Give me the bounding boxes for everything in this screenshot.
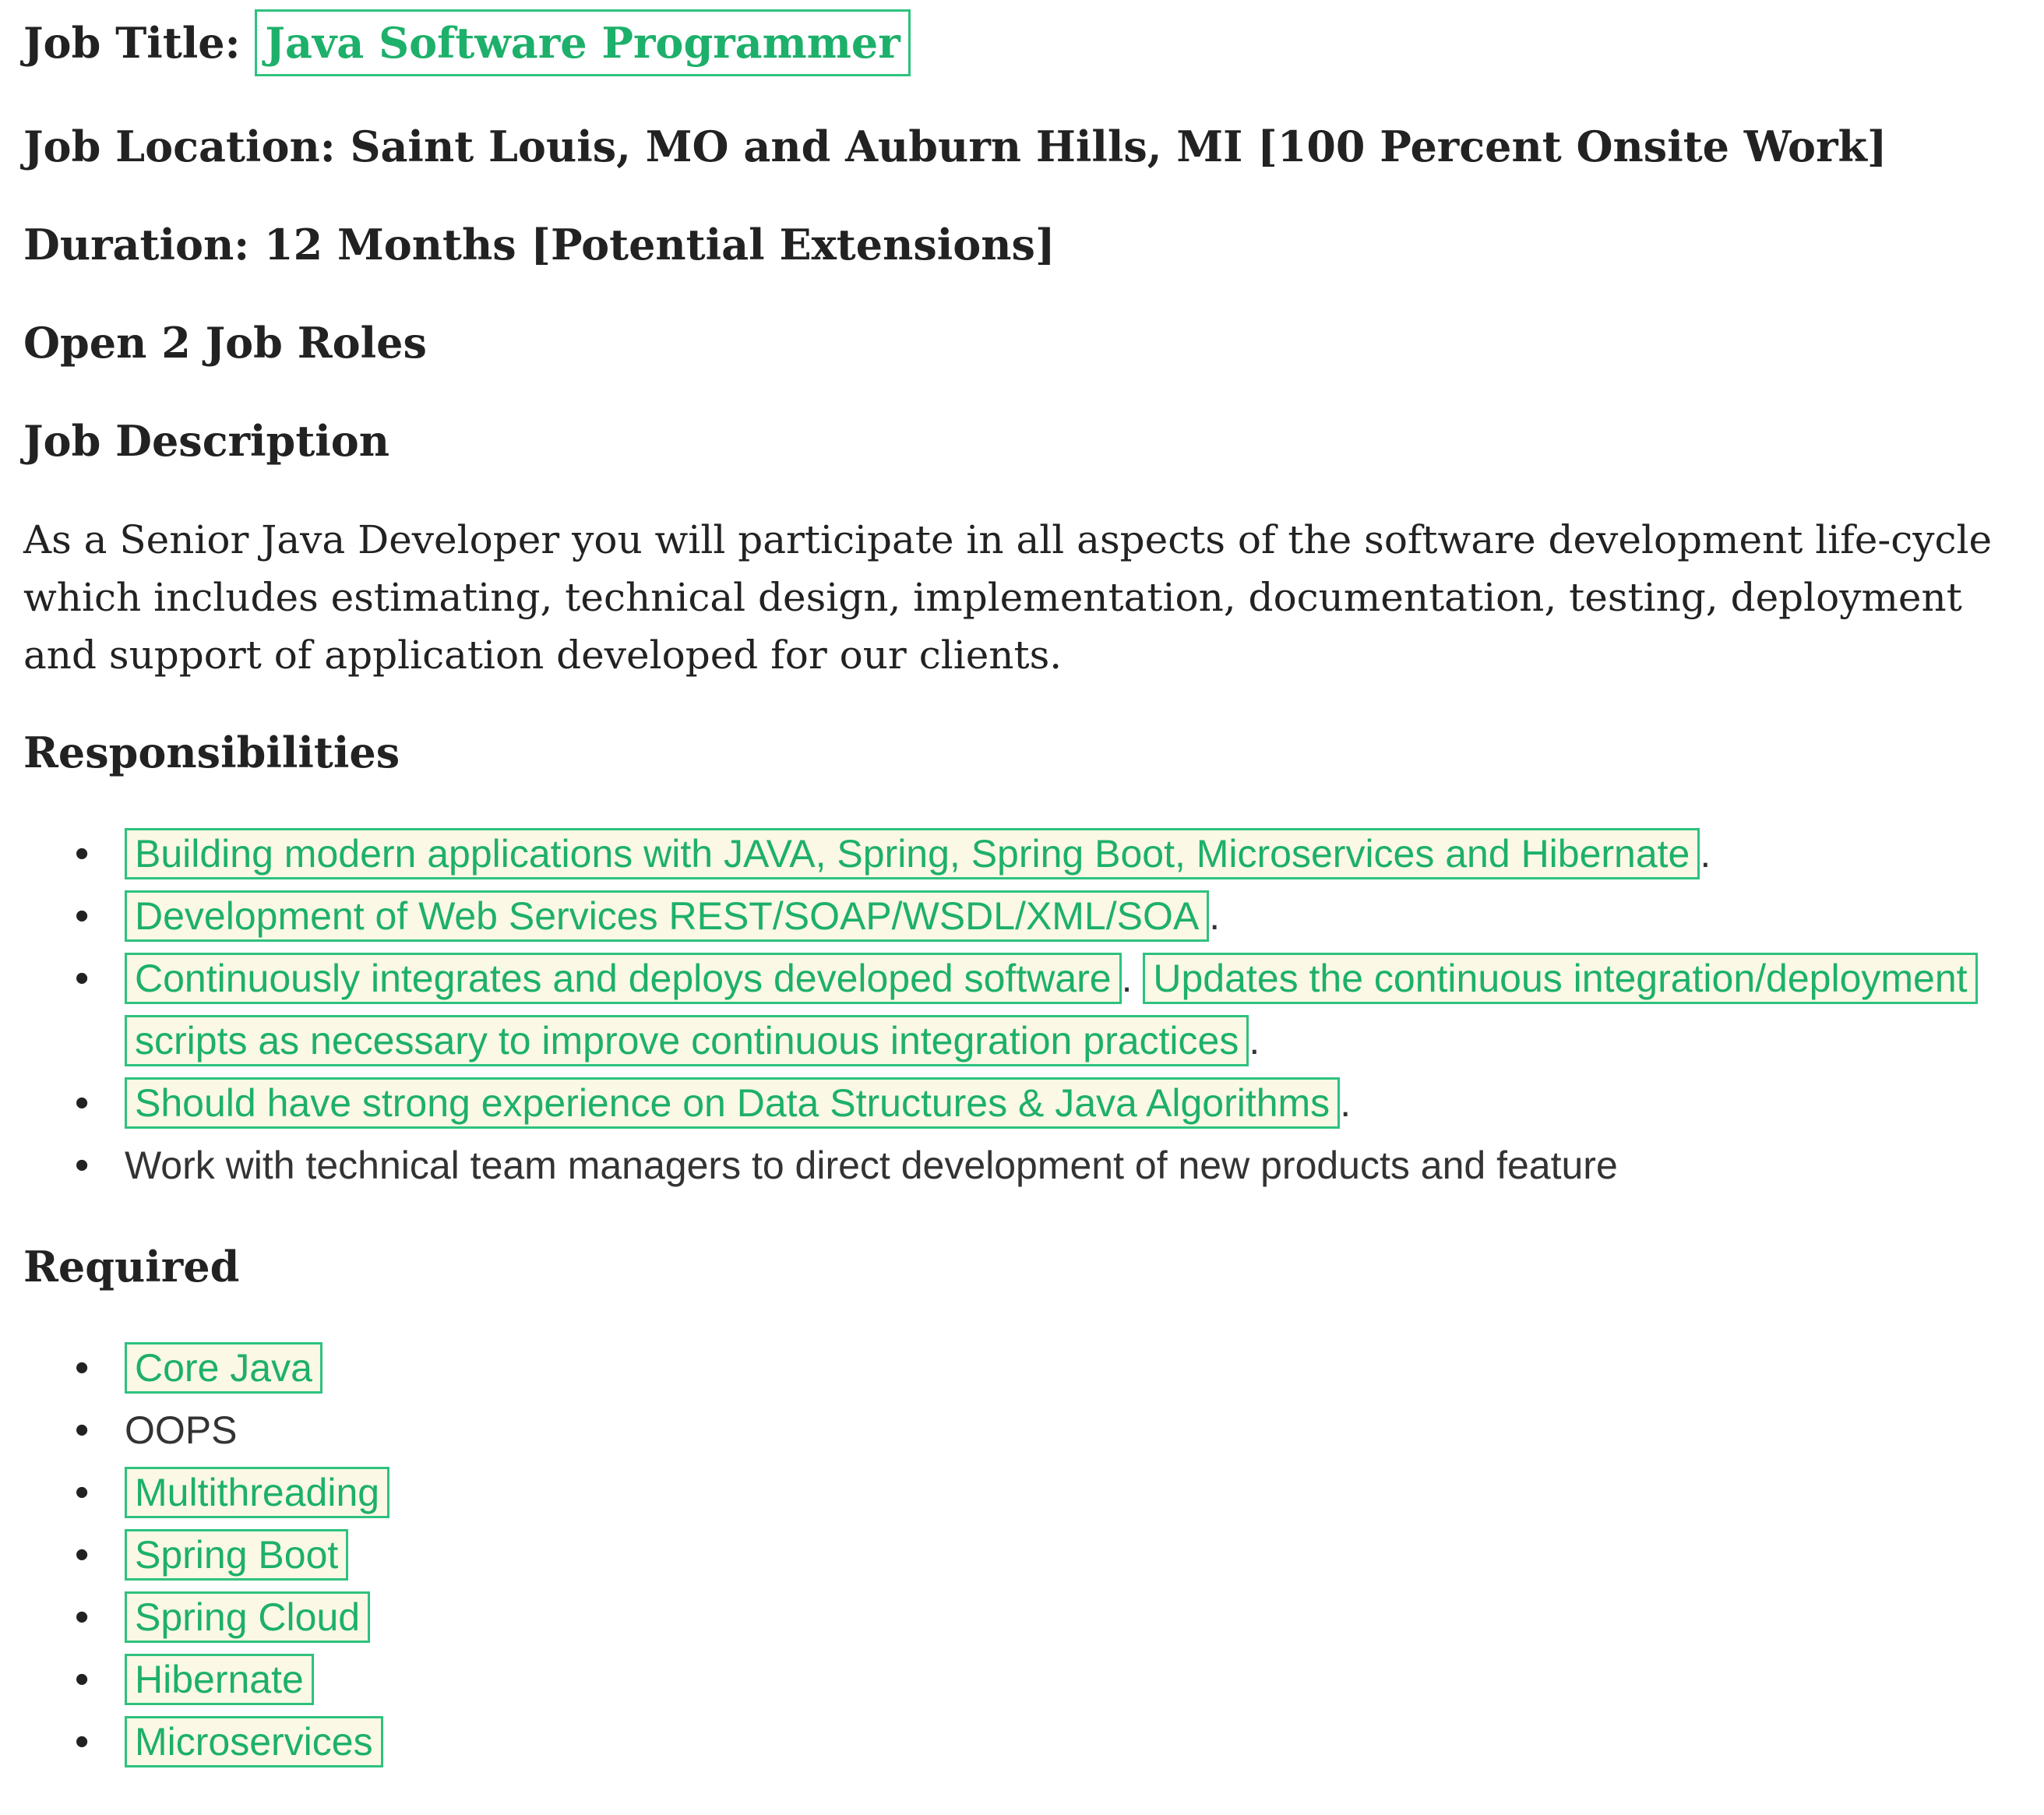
highlighted-phrase: Continuously integrates and deploys developed software — [125, 953, 1122, 1004]
job-title-line — [23, 9, 2033, 76]
punctuation: . — [1121, 957, 1144, 1000]
job-description-text: As a Senior Java Developer you will participate in all aspects of the software development life-cycle which includes estimating, technical design, implementation, documentation, testing, deployment and support of application developed for our clients. — [23, 517, 1993, 678]
highlighted-phrase: Updates the continuous integration/deployment scripts as necessary to improve continuous integration practices — [125, 953, 1978, 1066]
list-item — [23, 1072, 2033, 1134]
list-item — [23, 1337, 2033, 1399]
list-item — [23, 1586, 2033, 1648]
highlighted-skill: Spring Boot — [125, 1529, 348, 1581]
list-item — [23, 823, 2033, 885]
highlighted-skill: Multithreading — [125, 1467, 389, 1518]
list-item — [23, 1711, 2033, 1773]
highlighted-phrase: Building modern applications with JAVA, Spring, Spring Boot, Microservices and Hibernate — [125, 828, 1700, 879]
job-title-value: Java Software Programmer — [255, 9, 910, 76]
duration: Duration: 12 Months [Potential Extensions] — [23, 220, 1055, 270]
job-title-label: Job Title: — [23, 18, 241, 68]
punctuation: . — [1700, 832, 1711, 876]
highlighted-skill: Microservices — [125, 1716, 383, 1767]
skill: OOPS — [125, 1408, 238, 1452]
punctuation: . — [1249, 1019, 1260, 1063]
highlighted-phrase: Development of Web Services REST/SOAP/WSDL/XML/SOA — [125, 890, 1209, 942]
open-roles: Open 2 Job Roles — [23, 318, 427, 368]
highlighted-skill: Core Java — [125, 1342, 322, 1394]
required-list — [23, 1337, 2033, 1773]
responsibilities-heading: Responsibilities — [23, 728, 400, 777]
list-item — [23, 1648, 2033, 1711]
list-item — [23, 1399, 2033, 1461]
list-item-text: Work with technical team managers to direct development of new products and feature — [125, 1144, 1618, 1187]
job-description-heading: Job Description — [23, 416, 390, 466]
highlighted-phrase: Should have strong experience on Data Structures & Java Algorithms — [125, 1077, 1340, 1129]
list-item — [23, 885, 2033, 947]
responsibilities-list — [23, 823, 2033, 1196]
punctuation: . — [1340, 1081, 1352, 1125]
job-posting — [23, 9, 2033, 1815]
list-item — [23, 1524, 2033, 1586]
list-item — [23, 1461, 2033, 1524]
highlighted-skill: Spring Cloud — [125, 1591, 370, 1643]
punctuation: . — [1209, 894, 1221, 938]
list-item — [23, 1134, 2033, 1196]
highlighted-skill: Hibernate — [125, 1654, 314, 1705]
list-item — [23, 947, 2033, 1072]
job-location: Job Location: Saint Louis, MO and Auburn Hills, MI [100 Percent Onsite Work] — [23, 122, 1887, 171]
required-heading: Required — [23, 1242, 240, 1292]
